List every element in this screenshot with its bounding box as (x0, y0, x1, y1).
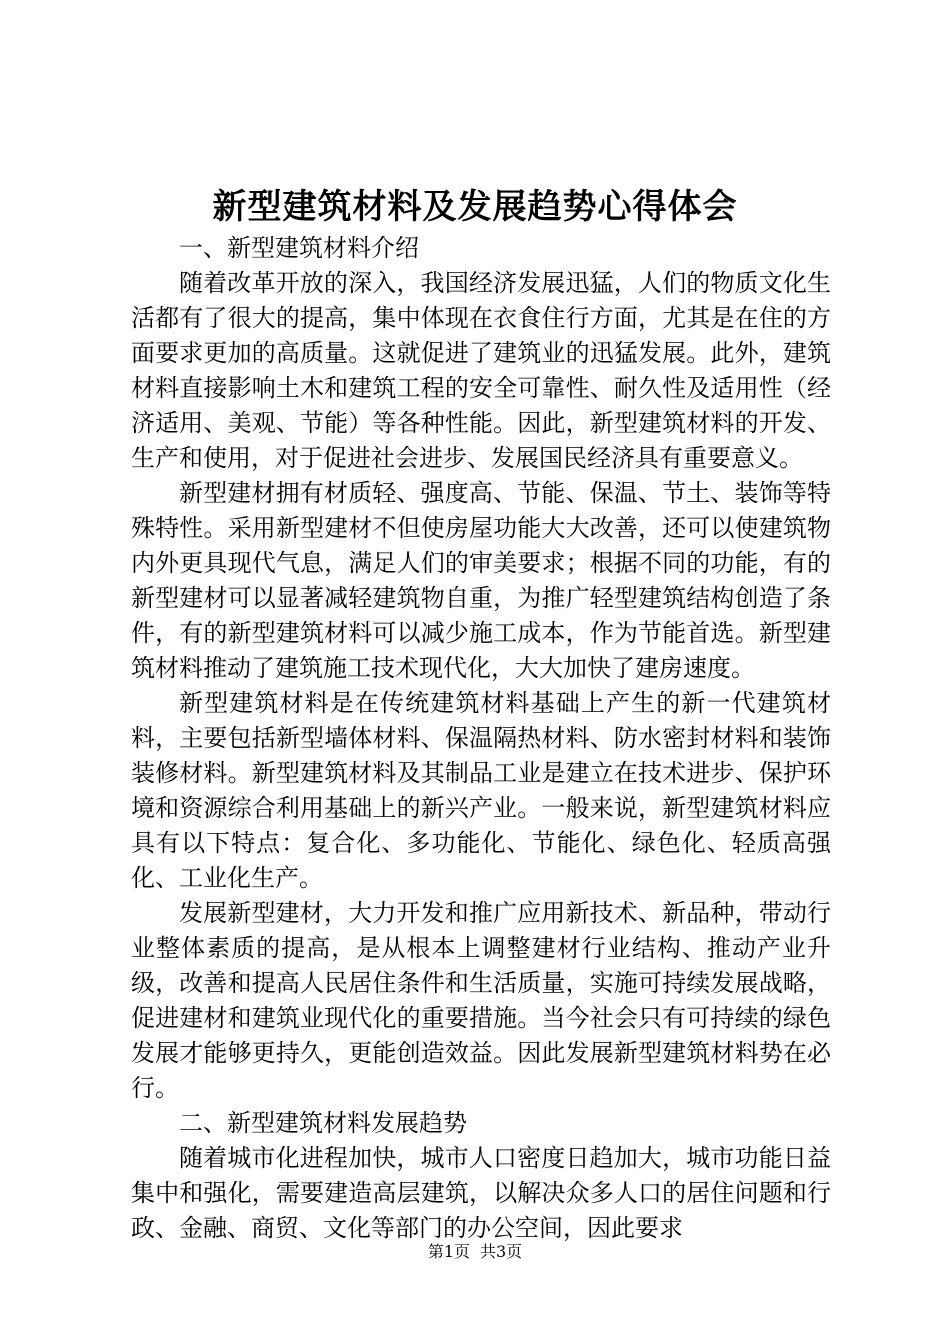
document-title: 新型建筑材料及发展趋势心得体会 (212, 187, 738, 227)
body-paragraph: 新型建筑材料是在传统建筑材料基础上产生的新一代建筑材料，主要包括新型墙体材料、保温隔热材料、防水密封材料和装饰装修材料。新型建筑材料及其制品工业是建立在技术进步、保护环境和资源综合利用基础上的新兴产业。一般来说，新型建筑材料应具有以下特点：复合化、多功能化、节能化、绿色化、轻质高强化、工业化生产。 (131, 689, 831, 892)
page-footer (0, 1241, 950, 1263)
body-paragraph: 随着改革开放的深入，我国经济发展迅猛，人们的物质文化生活都有了很大的提高，集中体现在衣食住行方面，尤其是在住的方面要求更加的高质量。这就促进了建筑业的迅猛发展。此外，建筑材料直接影响土木和建筑工程的安全可靠性、耐久性及适用性（经济适用、美观、节能）等各种性能。因此，新型建筑材料的开发、生产和使用，对于促进社会进步、发展国民经济具有重要意义。 (131, 269, 831, 472)
page-number-current: 第1页 (427, 1242, 470, 1261)
section-heading-1: 一、新型建筑材料介绍 (179, 234, 419, 262)
body-paragraph: 发展新型建材，大力开发和推广应用新技术、新品种，带动行业整体素质的提高，是从根本上调整建材行业结构、推动产业升级，改善和提高人民居住条件和生活质量，实施可持续发展战略，促进建材和建筑业现代化的重要措施。当今社会只有可持续的绿色发展才能够更持久，更能创造效益。因此发展新型建筑材料势在必行。 (131, 899, 831, 1102)
body-paragraph: 随着城市化进程加快，城市人口密度日趋加大，城市功能日益集中和强化，需要建造高层建筑，以解决众多人口的居住问题和行政、金融、商贸、文化等部门的办公空间，因此要求 (131, 1144, 831, 1242)
document-body (131, 231, 831, 1246)
page-number-total: 共3页 (480, 1242, 523, 1261)
body-paragraph: 新型建材拥有材质轻、强度高、节能、保温、节土、装饰等特殊特性。采用新型建材不但使房屋功能大大改善，还可以使建筑物内外更具现代气息，满足人们的审美要求；根据不同的功能，有的新型建材可以显著减轻建筑物自重，为推广轻型建筑结构创造了条件，有的新型建筑材料可以减少施工成本，作为节能首选。新型建筑材料推动了建筑施工技术现代化，大大加快了建房速度。 (131, 479, 831, 682)
section-heading-2: 二、新型建筑材料发展趋势 (179, 1109, 467, 1137)
